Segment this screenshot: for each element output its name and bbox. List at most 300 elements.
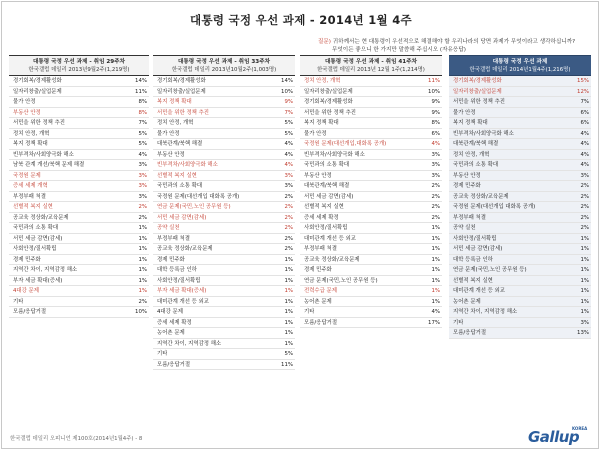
row-label: 선별적 복지 실현 xyxy=(453,277,493,284)
row-value: 1% xyxy=(580,309,589,315)
row-value: 2% xyxy=(431,204,440,210)
table-row xyxy=(9,150,149,161)
row-value: 1% xyxy=(284,277,293,284)
table-row xyxy=(449,223,591,234)
table-row xyxy=(9,234,149,245)
table-row xyxy=(153,192,295,203)
row-value: 6% xyxy=(580,109,589,116)
row-value: 1% xyxy=(284,309,293,315)
logo-korea: KOREA xyxy=(572,426,588,431)
survey-question xyxy=(318,38,590,54)
table-row xyxy=(300,97,442,108)
row-label: 물가 안정 xyxy=(453,109,476,116)
row-value: 1% xyxy=(580,288,589,294)
table-row xyxy=(9,97,149,108)
table-row xyxy=(449,97,591,108)
row-label: 빈부격차/사회양극화 해소 xyxy=(304,151,365,158)
row-label: 빈부격차/사회양극화 해소 xyxy=(13,151,74,158)
row-label: 복지 정책 확대 xyxy=(157,99,192,105)
logo-wordmark: Gallup xyxy=(528,428,580,446)
table-row xyxy=(300,87,442,98)
table-row xyxy=(300,307,442,318)
table-row xyxy=(9,286,149,297)
row-label: 공교육 정상화/교육문제 xyxy=(13,214,69,221)
row-label: 농어촌 문제 xyxy=(157,330,185,336)
table-header xyxy=(153,55,295,76)
row-value: 1% xyxy=(580,277,589,284)
table-row xyxy=(153,307,295,318)
table-row xyxy=(153,213,295,224)
row-value: 1% xyxy=(138,246,147,252)
table-row xyxy=(449,139,591,150)
row-value: 1% xyxy=(580,256,589,263)
row-label: 경기회복/경제활성화 xyxy=(304,99,353,105)
row-value: 3% xyxy=(431,172,440,179)
row-value: 5% xyxy=(284,120,293,126)
row-label: 농어촌 문제 xyxy=(304,298,332,305)
row-label: 경기회복/경제활성화 xyxy=(157,78,206,84)
table-title: 대통령 국정 우선 과제 - 취임 33주차 xyxy=(177,59,271,65)
row-value: 1% xyxy=(138,225,147,231)
row-label: 국민과의 소통 확대 xyxy=(13,225,59,231)
table-row xyxy=(449,76,591,87)
question-text-2: 무엇이든 좋으니 한 가지만 말씀해 주십시오 (자유응답) xyxy=(332,47,466,53)
row-value: 2% xyxy=(138,204,147,210)
row-label: 서민 세금 감면(감세) xyxy=(157,214,207,221)
table-row xyxy=(9,244,149,255)
row-value: 1% xyxy=(138,288,147,294)
table-row xyxy=(300,118,442,129)
table-row xyxy=(9,87,149,98)
row-value: 1% xyxy=(284,340,293,347)
row-label: 경제 민주화 xyxy=(13,256,41,263)
row-label: 지역간 차이, 지역감정 해소 xyxy=(13,267,78,273)
row-label: 증세 세제 확정 xyxy=(157,319,192,326)
row-value: 1% xyxy=(284,256,293,263)
row-value: 3% xyxy=(284,183,293,189)
row-label: 부정부패 척결 xyxy=(157,235,190,242)
row-value: 1% xyxy=(431,256,440,263)
row-label: 경제 민주화 xyxy=(157,256,185,263)
row-value: 1% xyxy=(431,277,440,284)
table-row xyxy=(153,297,295,308)
row-label: 부동산 안정 xyxy=(304,172,332,179)
table-row xyxy=(300,318,442,329)
row-label: 공교육 정상화/교육문제 xyxy=(304,256,360,263)
row-label: 서민을 위한 정책 추진 xyxy=(157,109,210,116)
row-value: 2% xyxy=(580,183,589,189)
row-label: 부정부패 척결 xyxy=(453,214,486,221)
row-value: 7% xyxy=(580,99,589,105)
row-label: 기타 xyxy=(304,309,315,315)
table-row xyxy=(449,202,591,213)
row-value: 2% xyxy=(580,225,589,231)
row-value: 7% xyxy=(138,120,147,126)
row-label: 연금 문제(국민,노인 공무원 등) xyxy=(157,204,231,210)
row-value: 1% xyxy=(580,267,589,273)
row-label: 빈부격차/사회양극화 해소 xyxy=(157,162,218,168)
row-value: 7% xyxy=(284,109,293,116)
row-value: 14% xyxy=(135,78,147,84)
row-label: 모름/응답거절 xyxy=(453,330,487,336)
row-label: 국민과의 소통 확대 xyxy=(453,162,499,168)
row-label: 4대강 문제 xyxy=(157,309,183,315)
row-value: 3% xyxy=(138,162,147,168)
table-row xyxy=(449,286,591,297)
row-label: 선별적 복지 실현 xyxy=(304,204,344,210)
row-value: 1% xyxy=(284,267,293,273)
table-row xyxy=(9,171,149,182)
row-label: 부정부패 척결 xyxy=(304,246,337,252)
table-row xyxy=(449,181,591,192)
row-label: 사회안정/질서확립 xyxy=(13,246,57,252)
table-row xyxy=(153,139,295,150)
row-value: 1% xyxy=(431,288,440,294)
row-label: 부자 세금 확대(증세) xyxy=(13,277,63,284)
question-text-1: 귀하께서는 현 대통령이 우선적으로 해결해야 할 우리나라의 당면 과제가 무엇이라고 생각하십니까? xyxy=(332,39,576,45)
table-row xyxy=(300,150,442,161)
row-value: 12% xyxy=(577,88,589,95)
row-label: 대미관계 개선 등 외교 xyxy=(304,235,357,242)
table-row xyxy=(9,76,149,87)
row-value: 2% xyxy=(431,193,440,200)
row-value: 10% xyxy=(135,309,147,315)
table-subtitle: 한국갤럽 데일리 2013년9월2주(1,219명) xyxy=(28,67,130,73)
row-value: 2% xyxy=(284,204,293,210)
row-value: 9% xyxy=(431,109,440,116)
table-row xyxy=(449,318,591,329)
table-row xyxy=(300,213,442,224)
table-row xyxy=(300,160,442,171)
row-value: 3% xyxy=(431,151,440,158)
row-label: 공교육 정상화/교육문제 xyxy=(157,246,213,252)
row-value: 8% xyxy=(138,99,147,105)
table-header xyxy=(9,55,149,76)
row-label: 대미관계 개선 등 외교 xyxy=(453,288,506,294)
row-label: 정치 안정, 개혁 xyxy=(13,130,50,137)
row-value: 5% xyxy=(284,130,293,137)
row-label: 서민 세금 감면(감세) xyxy=(453,246,503,252)
table-row xyxy=(9,213,149,224)
row-label: 지역간 차이, 지역감정 해소 xyxy=(453,309,518,315)
table-row xyxy=(300,108,442,119)
table-row xyxy=(153,223,295,234)
row-label: 대학 등록금 인하 xyxy=(157,267,197,273)
table-row xyxy=(300,234,442,245)
table-row xyxy=(153,202,295,213)
row-value: 11% xyxy=(135,88,147,95)
row-label: 부동산 안정 xyxy=(13,109,41,116)
row-label: 부정부패 척결 xyxy=(13,193,46,200)
row-label: 대북관계/북핵 해결 xyxy=(157,141,203,147)
row-value: 8% xyxy=(138,109,147,116)
row-label: 서민 세금 감면(감세) xyxy=(304,193,354,200)
row-value: 1% xyxy=(431,246,440,252)
row-value: 4% xyxy=(580,141,589,147)
row-value: 4% xyxy=(431,309,440,315)
row-value: 3% xyxy=(138,183,147,189)
page-title: 대통령 국정 우선 과제 - 2014년 1월 4주 xyxy=(190,13,412,27)
row-value: 4% xyxy=(580,130,589,137)
row-label: 연금 문제(국민,노인 공무원 등) xyxy=(304,277,378,284)
row-value: 1% xyxy=(431,225,440,231)
table-row xyxy=(300,129,442,140)
question-label: 질문) xyxy=(318,39,331,45)
table-row xyxy=(9,181,149,192)
row-value: 4% xyxy=(580,151,589,158)
row-value: 2% xyxy=(580,214,589,221)
table-row xyxy=(153,160,295,171)
table-current xyxy=(449,55,591,339)
row-label: 모름/응답거절 xyxy=(304,319,338,326)
table-subtitle: 한국갤럽 데일리 2013년10월2주(1,003명) xyxy=(171,67,277,73)
row-value: 1% xyxy=(138,267,147,273)
row-value: 1% xyxy=(138,235,147,242)
row-value: 14% xyxy=(281,78,293,84)
row-label: 전력수급 문제 xyxy=(304,288,337,294)
table-row xyxy=(300,244,442,255)
row-label: 공약 실천 xyxy=(453,225,476,231)
row-label: 공약 실천 xyxy=(157,225,180,231)
table-row xyxy=(300,255,442,266)
table-row xyxy=(9,129,149,140)
row-label: 일자리창출/실업문제 xyxy=(453,88,502,95)
row-value: 2% xyxy=(580,204,589,210)
row-label: 경제 민주화 xyxy=(304,267,332,273)
table-row xyxy=(153,360,295,371)
table-row xyxy=(9,192,149,203)
table-row xyxy=(300,265,442,276)
table-row xyxy=(153,276,295,287)
table-row xyxy=(449,171,591,182)
row-label: 기타 xyxy=(13,298,24,305)
row-value: 1% xyxy=(138,277,147,284)
table-title: 대통령 국정 우선 과제 - 취임 29주차 xyxy=(32,59,126,65)
row-label: 연금 문제(국민,노인 공무원 등) xyxy=(453,267,527,273)
table-row xyxy=(300,171,442,182)
row-label: 국정원 문제(대선개입,대화록 공개) xyxy=(304,141,387,147)
row-value: 2% xyxy=(431,214,440,221)
table-row xyxy=(300,139,442,150)
row-label: 사회안정/질서확립 xyxy=(157,277,201,284)
row-label: 선별적 복지 실현 xyxy=(157,172,197,179)
row-label: 부동산 안정 xyxy=(157,151,185,158)
row-label: 대미관계 개선 등 외교 xyxy=(157,298,210,305)
table-week-33 xyxy=(153,55,295,370)
row-value: 3% xyxy=(138,193,147,200)
row-label: 일자리창출/실업문제 xyxy=(304,88,353,95)
footer-text: 한국갤럽 데일리 오피니언 제100호(2014년1월4주) - 8 xyxy=(10,436,143,442)
table-subtitle: 한국갤럽 데일리 2013년 12월 1주(1,214명) xyxy=(317,67,425,73)
table-row xyxy=(9,265,149,276)
table-row xyxy=(449,307,591,318)
row-value: 1% xyxy=(431,298,440,305)
row-value: 17% xyxy=(428,319,440,326)
table-row xyxy=(153,234,295,245)
table-row xyxy=(449,234,591,245)
table-row xyxy=(449,150,591,161)
table-body xyxy=(153,76,295,370)
question-line-1 xyxy=(318,38,590,46)
row-label: 서민을 위한 정책 추진 xyxy=(13,120,66,126)
table-row xyxy=(300,223,442,234)
table-row xyxy=(449,213,591,224)
row-label: 물가 안정 xyxy=(304,130,327,137)
table-row xyxy=(153,349,295,360)
row-label: 물가 안정 xyxy=(157,130,180,137)
table-row xyxy=(449,192,591,203)
row-label: 일자리창출/실업문제 xyxy=(157,88,206,95)
table-body xyxy=(9,76,149,318)
table-row xyxy=(153,129,295,140)
table-row xyxy=(153,108,295,119)
table-row xyxy=(9,202,149,213)
row-value: 4% xyxy=(284,162,293,168)
row-value: 5% xyxy=(138,130,147,137)
table-row xyxy=(9,276,149,287)
table-row xyxy=(153,150,295,161)
table-row xyxy=(449,328,591,339)
row-value: 4% xyxy=(284,151,293,158)
row-label: 지역간 차이, 지역감정 해소 xyxy=(157,340,222,347)
row-value: 1% xyxy=(431,267,440,273)
row-label: 정치 안정, 개혁 xyxy=(157,120,194,126)
row-label: 일자리창출/실업문제 xyxy=(13,88,62,95)
row-value: 9% xyxy=(431,99,440,105)
row-value: 15% xyxy=(577,78,589,84)
row-value: 4% xyxy=(138,151,147,158)
row-label: 증세 세제 확정 xyxy=(304,214,339,221)
row-label: 선별적 복지 실현 xyxy=(13,204,53,210)
table-row xyxy=(449,160,591,171)
table-row xyxy=(153,181,295,192)
row-label: 모름/응답거절 xyxy=(13,309,47,315)
table-week-41 xyxy=(300,55,442,328)
table-row xyxy=(300,276,442,287)
row-value: 2% xyxy=(284,235,293,242)
table-row xyxy=(449,276,591,287)
row-label: 부자 세금 확대(증세) xyxy=(157,288,207,294)
table-row xyxy=(449,255,591,266)
table-row xyxy=(9,139,149,150)
row-value: 2% xyxy=(580,193,589,200)
table-row xyxy=(9,297,149,308)
row-label: 대북관계/북핵 해결 xyxy=(453,141,499,147)
row-label: 경제 민주화 xyxy=(453,183,481,189)
row-label: 경기회복/경제활성화 xyxy=(453,78,502,84)
row-value: 11% xyxy=(281,361,293,368)
row-value: 1% xyxy=(138,256,147,263)
row-label: 남북 관계 개선/북핵 문제 해결 xyxy=(13,162,85,168)
table-row xyxy=(153,328,295,339)
row-label: 국민과의 소통 확대 xyxy=(157,183,203,189)
row-value: 10% xyxy=(428,88,440,95)
table-subtitle: 한국갤럽 데일리 2014년1월4주(1,216명) xyxy=(469,67,571,73)
page-frame xyxy=(1,1,599,449)
row-label: 부동산 안정 xyxy=(453,172,481,179)
row-label: 모름/응답거절 xyxy=(157,361,191,368)
table-row xyxy=(9,223,149,234)
row-value: 2% xyxy=(284,225,293,231)
table-row xyxy=(153,244,295,255)
row-label: 서민을 위한 정책 추진 xyxy=(453,99,506,105)
row-value: 4% xyxy=(431,141,440,147)
row-value: 6% xyxy=(431,130,440,137)
table-row xyxy=(9,108,149,119)
row-label: 정치 안정, 개혁 xyxy=(304,78,341,84)
table-row xyxy=(153,339,295,350)
table-row xyxy=(449,108,591,119)
row-value: 3% xyxy=(431,162,440,168)
row-value: 1% xyxy=(580,298,589,305)
row-label: 복지 정책 확대 xyxy=(453,120,488,126)
table-row xyxy=(153,118,295,129)
row-label: 빈부격차/사회양극화 해소 xyxy=(453,130,514,137)
row-value: 1% xyxy=(431,235,440,242)
row-value: 2% xyxy=(138,298,147,305)
table-title: 대통령 국정 우선 과제 - 취임 41주차 xyxy=(324,59,418,65)
table-row xyxy=(300,286,442,297)
row-label: 기타 xyxy=(453,319,464,326)
row-value: 11% xyxy=(428,78,440,84)
row-value: 2% xyxy=(284,246,293,252)
row-value: 1% xyxy=(580,235,589,242)
table-row xyxy=(300,202,442,213)
row-value: 5% xyxy=(284,351,293,357)
row-label: 국정원 문제(대선개입 대화록 공개) xyxy=(157,193,240,200)
row-value: 6% xyxy=(580,120,589,126)
table-row xyxy=(300,181,442,192)
table-row xyxy=(9,118,149,129)
row-value: 4% xyxy=(284,141,293,147)
row-value: 8% xyxy=(431,120,440,126)
table-row xyxy=(449,265,591,276)
row-value: 4% xyxy=(580,162,589,168)
row-value: 3% xyxy=(580,319,589,326)
table-row xyxy=(300,297,442,308)
table-body xyxy=(449,76,591,339)
table-row xyxy=(449,129,591,140)
row-value: 1% xyxy=(580,246,589,252)
row-value: 1% xyxy=(284,288,293,294)
row-value: 5% xyxy=(138,141,147,147)
row-value: 10% xyxy=(281,88,293,95)
table-row xyxy=(153,286,295,297)
row-label: 물가 안정 xyxy=(13,99,36,105)
row-label: 농어촌 문제 xyxy=(453,298,481,305)
row-value: 1% xyxy=(284,330,293,336)
row-value: 1% xyxy=(284,319,293,326)
table-body xyxy=(300,76,442,328)
row-label: 기타 xyxy=(157,351,168,357)
table-row xyxy=(153,97,295,108)
row-label: 복지 정책 확대 xyxy=(13,141,48,147)
table-row xyxy=(300,76,442,87)
row-value: 2% xyxy=(431,183,440,189)
table-row xyxy=(9,160,149,171)
table-header xyxy=(300,55,442,76)
table-row xyxy=(449,297,591,308)
row-label: 정치 안정, 개혁 xyxy=(453,151,490,158)
table-row xyxy=(153,255,295,266)
row-label: 사회안정/질서확립 xyxy=(453,235,497,242)
row-label: 증세 세제 개혁 xyxy=(13,183,48,189)
table-row xyxy=(449,87,591,98)
table-row xyxy=(153,265,295,276)
row-value: 1% xyxy=(284,298,293,305)
row-value: 3% xyxy=(138,172,147,179)
table-row xyxy=(153,76,295,87)
